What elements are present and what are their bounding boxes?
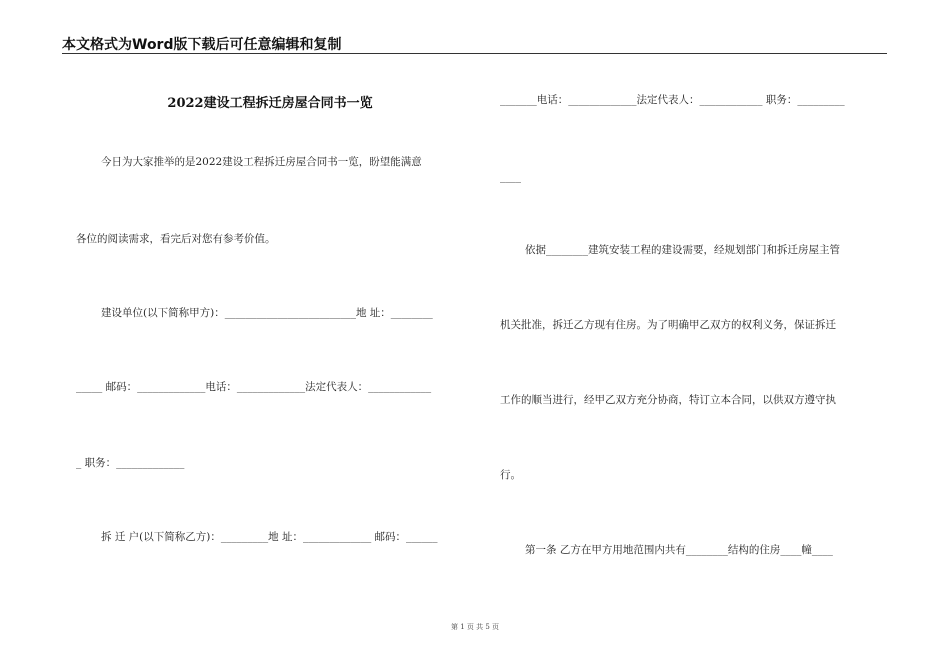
paragraph-line: 拆 迁 户(以下简称乙方)：_________地 址：_____________ 邮码：______ bbox=[101, 531, 438, 543]
paragraph-line: _______电话：_____________法定代表人：____________ 职务：_________ bbox=[500, 94, 845, 106]
document-title: 2022建设工程拆迁房屋合同书一览 bbox=[167, 96, 373, 111]
header-title: 本文格式为Word版下载后可任意编辑和复制 bbox=[62, 37, 342, 53]
paragraph-line: 今日为大家推举的是2022建设工程拆迁房屋合同书一览，盼望能满意 bbox=[101, 156, 422, 168]
paragraph-line: _ 职务：_____________ bbox=[76, 457, 185, 469]
paragraph-line: 第一条 乙方在甲方用地范围内共有________结构的住房____幢____ bbox=[525, 544, 833, 556]
paragraph-line: ____ bbox=[500, 171, 521, 183]
paragraph-line: 依据________建筑安装工程的建设需要，经规划部门和拆迁房屋主管 bbox=[525, 244, 840, 256]
paragraph-line: 机关批准，拆迁乙方现有住房。为了明确甲乙双方的权利义务，保证拆迁 bbox=[500, 319, 836, 331]
paragraph-line: _____ 邮码：_____________电话：_____________法定代表人：____________ bbox=[76, 381, 432, 393]
page-number: 第 1 页 共 5 页 bbox=[450, 623, 500, 631]
paragraph-line: 行。 bbox=[500, 469, 521, 481]
paragraph-line: 建设单位(以下简称甲方)：_________________________地 址：________ bbox=[101, 307, 433, 319]
paragraph-line: 工作的顺当进行，经甲乙双方充分协商，特订立本合同，以供双方遵守执 bbox=[500, 394, 836, 406]
header-divider bbox=[62, 53, 887, 54]
paragraph-line: 各位的阅读需求，看完后对您有参考价值。 bbox=[76, 233, 276, 245]
